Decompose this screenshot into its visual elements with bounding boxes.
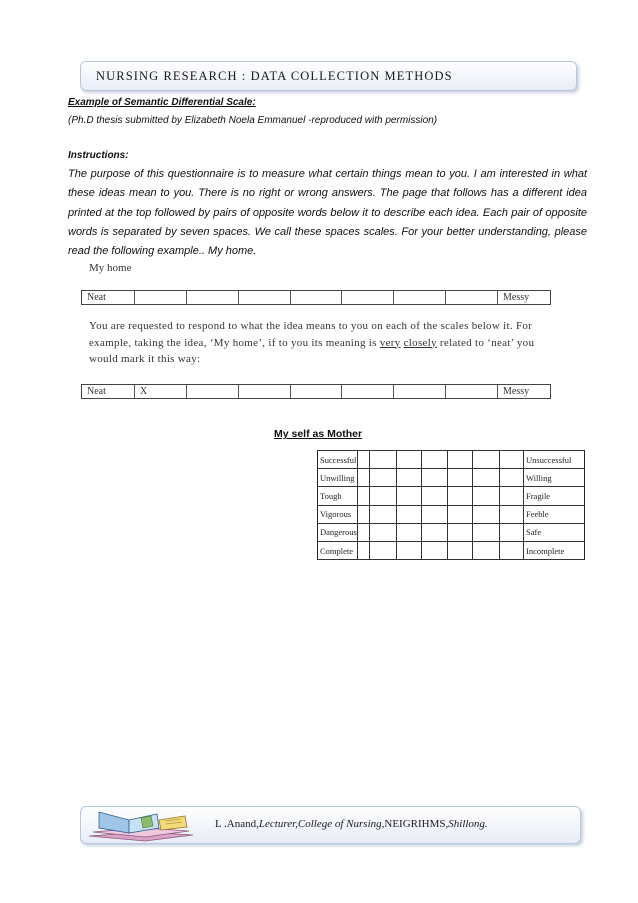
scale-cell bbox=[422, 541, 448, 559]
scale-cell bbox=[358, 469, 370, 487]
scale-cell bbox=[397, 541, 422, 559]
scale-right-word: Feeble bbox=[524, 505, 585, 523]
scale-cell bbox=[500, 505, 524, 523]
scale-left-word: Complete bbox=[318, 541, 358, 559]
scale-cell bbox=[186, 385, 238, 398]
scale-cell bbox=[341, 291, 393, 304]
explanation-text-1: You are requested to respond to what the idea means to you on each of the scales below it. For example, taking the idea, ‘My home’, if to you its meaning is bbox=[89, 320, 533, 349]
mother-scale-row bbox=[318, 505, 585, 523]
footer-institute: NEIGRIHMS, bbox=[384, 818, 449, 830]
explanation-underlined-2: closely bbox=[403, 336, 437, 349]
scale-right-word: Unsuccessful bbox=[524, 451, 585, 469]
scale-right-word: Messy bbox=[497, 291, 550, 304]
mother-scale-row bbox=[318, 523, 585, 541]
footer-author: L .Anand, bbox=[215, 818, 259, 830]
example-scale-row-empty bbox=[81, 290, 551, 305]
scale-cell bbox=[358, 505, 370, 523]
scale-cell bbox=[290, 385, 342, 398]
scale-cell bbox=[448, 487, 473, 505]
mother-scale-row bbox=[318, 451, 585, 469]
scale-cell bbox=[370, 451, 397, 469]
mother-scale-title: My self as Mother bbox=[274, 428, 363, 440]
footer-credit bbox=[215, 818, 488, 830]
scale-cell bbox=[448, 469, 473, 487]
scale-cell bbox=[445, 385, 497, 398]
scale-cell bbox=[422, 469, 448, 487]
scale-right-word: Safe bbox=[524, 523, 585, 541]
scale-cell bbox=[500, 523, 524, 541]
mother-scale-row bbox=[318, 469, 585, 487]
scale-cell bbox=[358, 487, 370, 505]
scale-cell bbox=[473, 541, 500, 559]
scale-cell bbox=[341, 385, 393, 398]
scale-right-word: Messy bbox=[497, 385, 550, 398]
scale-cell bbox=[500, 469, 524, 487]
footer-role: Lecturer, bbox=[258, 818, 298, 830]
scale-cell bbox=[448, 523, 473, 541]
scale-cell bbox=[397, 469, 422, 487]
scale-cell bbox=[238, 385, 290, 398]
scale-cell bbox=[134, 291, 186, 304]
mother-scale-row bbox=[318, 487, 585, 505]
scale-right-word: Incomplete bbox=[524, 541, 585, 559]
scale-cell bbox=[448, 505, 473, 523]
page-title: NURSING RESEARCH : DATA COLLECTION METHODS bbox=[96, 69, 453, 83]
scale-cell bbox=[500, 487, 524, 505]
scale-cell bbox=[370, 469, 397, 487]
explanation-text-2: related to ‘neat’ you would mark it this way: bbox=[89, 336, 535, 365]
scale-cell bbox=[370, 541, 397, 559]
instructions-body: The purpose of this questionnaire is to measure what certain things mean to you. I am interested in what these ideas mean to you. There is no right or wrong answers. The page that follows has a different idea printed at the top followed by pairs of opposite words below it to describe each idea. Each pair of opposite words is separated by seven spaces. We call these spaces scales. For your better understanding, please read the following example.. My home. bbox=[68, 168, 587, 258]
scale-cell bbox=[422, 523, 448, 541]
scale-cell bbox=[445, 291, 497, 304]
scale-mark-cell: X bbox=[134, 385, 186, 398]
scale-left-word: Neat bbox=[87, 386, 106, 397]
mother-scale-table bbox=[317, 450, 585, 560]
scale-cell bbox=[473, 523, 500, 541]
instructions-heading: Instructions: bbox=[68, 150, 129, 161]
scale-cell bbox=[358, 523, 370, 541]
example-explanation bbox=[89, 318, 551, 368]
scale-cell bbox=[186, 291, 238, 304]
scale-left-word: Dangerous bbox=[318, 523, 358, 541]
example-source: (Ph.D thesis submitted by Elizabeth Noela Emmanuel -reproduced with permission) bbox=[68, 115, 438, 126]
scale-cell bbox=[397, 523, 422, 541]
scale-cell bbox=[500, 451, 524, 469]
scale-cell bbox=[397, 505, 422, 523]
explanation-underlined-1: very bbox=[379, 336, 401, 349]
scale-right-word: Fragile bbox=[524, 487, 585, 505]
example-heading: Example of Semantic Differential Scale: bbox=[68, 97, 256, 108]
scale-left-word: Vigorous bbox=[318, 505, 358, 523]
scale-cell bbox=[358, 541, 370, 559]
scale-cell bbox=[290, 291, 342, 304]
scale-left-word: Successful bbox=[318, 451, 358, 469]
example-scale-row-marked bbox=[81, 384, 551, 399]
scale-cell bbox=[422, 487, 448, 505]
scale-left-word: Unwilling bbox=[318, 469, 358, 487]
scale-cell bbox=[473, 451, 500, 469]
scale-cell bbox=[370, 505, 397, 523]
scale-right-word: Willing bbox=[524, 469, 585, 487]
scale-cell bbox=[448, 541, 473, 559]
scale-cell bbox=[358, 451, 370, 469]
scale-left-word: Tough bbox=[318, 487, 358, 505]
scale-cell bbox=[473, 487, 500, 505]
scale-cell bbox=[370, 487, 397, 505]
scale-cell bbox=[393, 291, 445, 304]
example-title: My home bbox=[89, 262, 132, 274]
scale-left-word: Neat bbox=[87, 292, 106, 303]
footer-city: Shillong. bbox=[448, 818, 488, 830]
scale-cell bbox=[393, 385, 445, 398]
scale-cell bbox=[422, 505, 448, 523]
footer-college: College of Nursing, bbox=[297, 818, 385, 830]
books-clipart-icon bbox=[85, 806, 200, 842]
scale-cell bbox=[448, 451, 473, 469]
scale-cell bbox=[473, 505, 500, 523]
scale-cell bbox=[397, 451, 422, 469]
scale-cell bbox=[422, 451, 448, 469]
mother-scale-row bbox=[318, 541, 585, 559]
scale-cell bbox=[397, 487, 422, 505]
scale-cell bbox=[500, 541, 524, 559]
scale-cell bbox=[473, 469, 500, 487]
scale-cell bbox=[370, 523, 397, 541]
scale-cell bbox=[238, 291, 290, 304]
